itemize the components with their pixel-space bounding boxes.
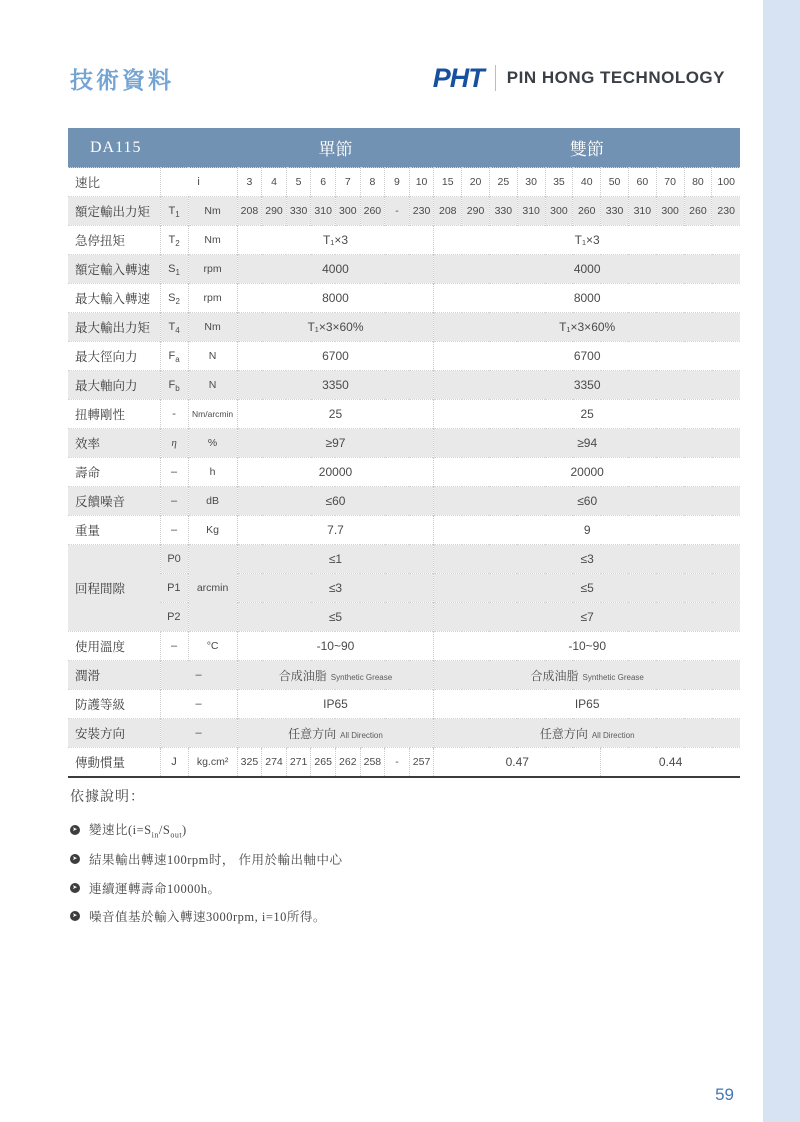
single-stage-value: 20000 — [237, 458, 434, 487]
single-stage-value: 4000 — [237, 255, 434, 284]
ratio-value: 25 — [489, 168, 517, 197]
spec-row — [68, 632, 740, 661]
spec-unit: Nm — [188, 313, 237, 342]
spec-label: 重量 — [68, 516, 160, 545]
spec-row — [68, 429, 740, 458]
single-stage-value: 25 — [237, 400, 434, 429]
spec-label: 傳動慣量 — [68, 748, 160, 778]
ratio-value: 50 — [601, 168, 629, 197]
double-stage-value: 330 — [601, 197, 629, 226]
spec-label: 使用溫度 — [68, 632, 160, 661]
double-stage-value: 9 — [434, 516, 740, 545]
double-stage-value: 0.47 — [434, 748, 601, 778]
spec-label: 回程間隙 — [68, 545, 160, 632]
double-stage-value: ≥94 — [434, 429, 740, 458]
single-stage-value: IP65 — [237, 690, 434, 719]
note-text: 噪音值基於輸入轉速3000rpm, i=10所得。 — [89, 910, 326, 924]
note-item — [70, 907, 630, 925]
double-stage-value: 合成油脂 Synthetic Grease — [434, 661, 740, 690]
spec-label: 最大軸向力 — [68, 371, 160, 400]
page-header — [70, 58, 725, 98]
spec-symbol: $T_1$ — [160, 197, 188, 226]
page-number: 59 — [715, 1085, 734, 1104]
double-stage-header: 雙節 — [434, 128, 740, 168]
double-stage-value: 25 — [434, 400, 740, 429]
spec-row — [68, 284, 740, 313]
spec-label: 效率 — [68, 429, 160, 458]
double-stage-value: 0.44 — [601, 748, 740, 778]
note-text: 連續運轉壽命10000h。 — [89, 881, 221, 896]
single-stage-value: ≥97 — [237, 429, 434, 458]
note-text: 變速比$(i=S_{in}/S_{out})$ — [89, 823, 187, 840]
ratio-value: 80 — [684, 168, 712, 197]
spec-symbol: η — [160, 429, 188, 458]
single-stage-value: 300 — [335, 197, 360, 226]
double-stage-value: 290 — [462, 197, 490, 226]
spec-label: 潤滑 — [68, 661, 160, 690]
ratio-value: 5 — [286, 168, 311, 197]
single-stage-value: - — [385, 748, 410, 778]
ratio-value: 7 — [335, 168, 360, 197]
spec-unit: % — [188, 429, 237, 458]
spec-unit: h — [188, 458, 237, 487]
single-stage-value: 271 — [286, 748, 311, 778]
single-stage-value: 257 — [409, 748, 434, 778]
spec-label: 額定輸入轉速 — [68, 255, 160, 284]
double-stage-value: 6700 — [434, 342, 740, 371]
ratio-value: 40 — [573, 168, 601, 197]
ratio-value: 10 — [409, 168, 434, 197]
arrow-bullet-icon: ➤ — [70, 854, 80, 864]
spec-label: 安裝方向 — [68, 719, 160, 748]
spec-label: 防護等級 — [68, 690, 160, 719]
spec-row — [68, 487, 740, 516]
ratio-value: 15 — [434, 168, 462, 197]
spec-unit: rpm — [188, 255, 237, 284]
single-stage-value: ≤3 — [237, 574, 434, 603]
notes-heading: 依據說明： — [70, 790, 145, 805]
spec-symbol: $F_b$ — [160, 371, 188, 400]
single-stage-value: 330 — [286, 197, 311, 226]
spec-symbol: $F_a$ — [160, 342, 188, 371]
spec-symbol: P0 — [160, 545, 188, 574]
single-stage-value: 7.7 — [237, 516, 434, 545]
spec-symbol: $T_4$ — [160, 313, 188, 342]
double-stage-value: 3350 — [434, 371, 740, 400]
single-stage-value: 208 — [237, 197, 262, 226]
spec-symbol: – — [160, 458, 188, 487]
spec-unit: Kg — [188, 516, 237, 545]
spec-symbol: – — [160, 516, 188, 545]
spec-row — [68, 458, 740, 487]
double-stage-value: 208 — [434, 197, 462, 226]
ratio-value: 4 — [262, 168, 287, 197]
spec-row — [68, 661, 740, 690]
single-stage-value: ≤5 — [237, 603, 434, 632]
spec-symbol: – — [160, 487, 188, 516]
double-stage-value: 330 — [489, 197, 517, 226]
spec-row — [68, 342, 740, 371]
ratio-value: 30 — [517, 168, 545, 197]
single-stage-value: T₁×3 — [237, 226, 434, 255]
double-stage-value: 310 — [628, 197, 656, 226]
spec-symbol: - — [160, 400, 188, 429]
spec-symbol: i — [160, 168, 237, 197]
spec-label: 壽命 — [68, 458, 160, 487]
spec-unit: N — [188, 342, 237, 371]
spec-symbol: – — [160, 719, 237, 748]
spec-unit: °C — [188, 632, 237, 661]
single-stage-value: 258 — [360, 748, 385, 778]
arrow-bullet-icon: ➤ — [70, 911, 80, 921]
single-stage-value: ≤1 — [237, 545, 434, 574]
single-stage-value: 合成油脂 Synthetic Grease — [237, 661, 434, 690]
double-stage-value: ≤5 — [434, 574, 740, 603]
spec-unit: Nm — [188, 226, 237, 255]
double-stage-value: 8000 — [434, 284, 740, 313]
single-stage-header: 單節 — [237, 128, 434, 168]
page-title: 技術資料 — [70, 66, 174, 93]
page-edge-strip — [763, 0, 800, 1122]
single-stage-value: ≤60 — [237, 487, 434, 516]
spec-row — [68, 690, 740, 719]
spec-symbol: $S_1$ — [160, 255, 188, 284]
single-stage-value: -10~90 — [237, 632, 434, 661]
note-item — [70, 820, 630, 840]
spec-unit: N — [188, 371, 237, 400]
spec-row — [68, 516, 740, 545]
ratio-value: 70 — [656, 168, 684, 197]
spec-symbol: J — [160, 748, 188, 778]
double-stage-value: 300 — [656, 197, 684, 226]
single-stage-value: 8000 — [237, 284, 434, 313]
spec-unit: dB — [188, 487, 237, 516]
spec-symbol: $S_2$ — [160, 284, 188, 313]
spec-unit: Nm/arcmin — [188, 400, 237, 429]
spec-row — [68, 748, 740, 778]
spec-row — [68, 226, 740, 255]
spec-row — [68, 719, 740, 748]
spec-symbol: – — [160, 690, 237, 719]
single-stage-value: 230 — [409, 197, 434, 226]
single-stage-value: - — [385, 197, 410, 226]
ratio-value: 9 — [385, 168, 410, 197]
note-item — [70, 850, 630, 868]
note-item — [70, 879, 630, 897]
single-stage-value: 290 — [262, 197, 287, 226]
double-stage-value: IP65 — [434, 690, 740, 719]
double-stage-value: 任意方向 All Direction — [434, 719, 740, 748]
spec-symbol: P2 — [160, 603, 188, 632]
spec-label: 速比 — [68, 168, 160, 197]
double-stage-value: T₁×3×60% — [434, 313, 740, 342]
spec-row — [68, 574, 740, 603]
spec-unit: rpm — [188, 284, 237, 313]
spec-label: 額定輸出力矩 — [68, 197, 160, 226]
spec-label: 最大徑向力 — [68, 342, 160, 371]
spec-label: 最大輸入轉速 — [68, 284, 160, 313]
double-stage-value: -10~90 — [434, 632, 740, 661]
spec-label: 最大輸出力矩 — [68, 313, 160, 342]
brand-block — [433, 63, 725, 94]
spec-unit: kg.cm² — [188, 748, 237, 778]
spec-symbol: – — [160, 661, 237, 690]
brand-name: PIN HONG TECHNOLOGY — [506, 68, 725, 87]
single-stage-value: T₁×3×60% — [237, 313, 434, 342]
spec-label: 反饋噪音 — [68, 487, 160, 516]
single-stage-value: 274 — [262, 748, 287, 778]
spec-unit: Nm — [188, 197, 237, 226]
spec-row — [68, 603, 740, 632]
double-stage-value: 260 — [573, 197, 601, 226]
spec-row — [68, 545, 740, 574]
brand-divider — [495, 65, 496, 91]
ratio-value: 6 — [311, 168, 336, 197]
double-stage-value: 4000 — [434, 255, 740, 284]
arrow-bullet-icon: ➤ — [70, 825, 80, 835]
spec-label: 急停扭矩 — [68, 226, 160, 255]
spec-unit: arcmin — [188, 545, 237, 632]
table-header-row — [68, 128, 740, 168]
single-stage-value: 265 — [311, 748, 336, 778]
double-stage-value: 230 — [712, 197, 740, 226]
double-stage-value: ≤3 — [434, 545, 740, 574]
ratio-value: 8 — [360, 168, 385, 197]
single-stage-value: 262 — [335, 748, 360, 778]
double-stage-value: ≤7 — [434, 603, 740, 632]
spec-row — [68, 371, 740, 400]
pht-logo: PHT — [432, 62, 484, 93]
ratio-value: 35 — [545, 168, 573, 197]
spec-symbol: $T_2$ — [160, 226, 188, 255]
spec-row — [68, 313, 740, 342]
ratio-value: 100 — [712, 168, 740, 197]
double-stage-value: ≤60 — [434, 487, 740, 516]
notes-section — [70, 786, 630, 936]
spec-row — [68, 197, 740, 226]
single-stage-value: 6700 — [237, 342, 434, 371]
single-stage-value: 260 — [360, 197, 385, 226]
double-stage-value: 20000 — [434, 458, 740, 487]
ratio-value: 20 — [462, 168, 490, 197]
single-stage-value: 任意方向 All Direction — [237, 719, 434, 748]
spec-row — [68, 255, 740, 284]
ratio-value: 60 — [628, 168, 656, 197]
spec-symbol: P1 — [160, 574, 188, 603]
model-header: DA115 — [68, 128, 237, 168]
spec-table — [68, 128, 740, 778]
double-stage-value: T₁×3 — [434, 226, 740, 255]
arrow-bullet-icon: ➤ — [70, 883, 80, 893]
single-stage-value: 325 — [237, 748, 262, 778]
single-stage-value: 3350 — [237, 371, 434, 400]
double-stage-value: 300 — [545, 197, 573, 226]
ratio-row — [68, 168, 740, 197]
double-stage-value: 310 — [517, 197, 545, 226]
double-stage-value: 260 — [684, 197, 712, 226]
spec-symbol: – — [160, 632, 188, 661]
spec-label: 扭轉剛性 — [68, 400, 160, 429]
ratio-value: 3 — [237, 168, 262, 197]
single-stage-value: 310 — [311, 197, 336, 226]
note-text: 結果輸出轉速100rpm时， 作用於輸出軸中心 — [89, 853, 343, 867]
spec-row — [68, 400, 740, 429]
